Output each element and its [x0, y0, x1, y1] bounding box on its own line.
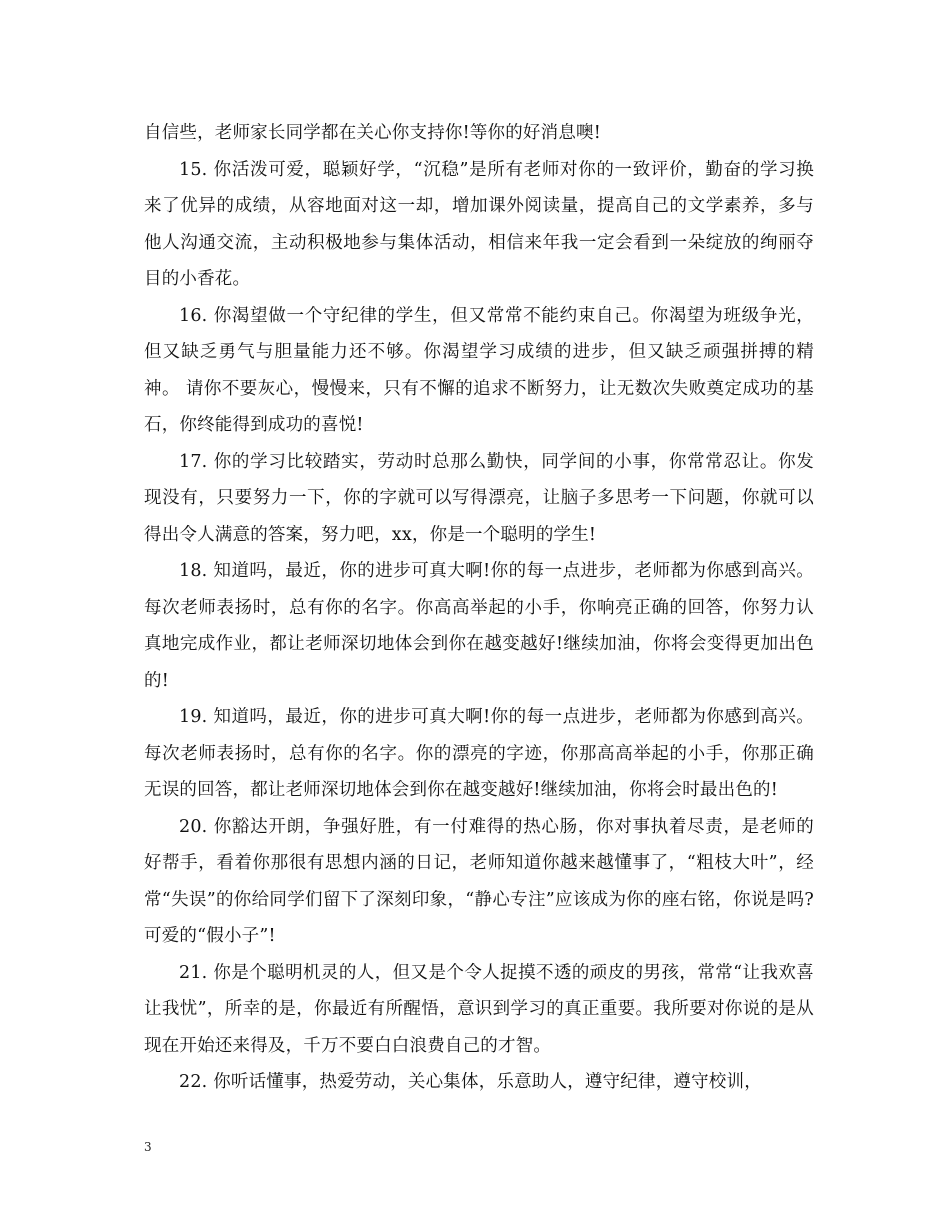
- paragraph-item-21: 21. 你是个聪明机灵的人，但又是个令人捉摸不透的顽皮的男孩，常常“让我欢喜让我忧”，所幸的是，你最近有所醒悟，意识到学习的真正重要。我所要对你说的是从现在开始还来得及，千万不要白白浪费自己的才智。: [144, 962, 814, 1056]
- document-body: [144, 115, 814, 1101]
- paragraph-item-20: 20. 你豁达开朗，争强好胜，有一付难得的热心肠，你对事执着尽责，是老师的好帮手，看着你那很有思想内涵的日记，老师知道你越来越懂事了，“粗枝大叶”，经常“失误”的你给同学们留下了深刻印象，“静心专注”应该成为你的座右铭，你说是吗?可爱的“假小子”!: [144, 816, 814, 946]
- paragraph-item-17: 17. 你的学习比较踏实，劳动时总那么勤快，同学间的小事，你常常忍让。你发现没有，只要努力一下，你的字就可以写得漂亮，让脑子多思考一下问题，你就可以得出令人满意的答案，努力吧，xx，你是一个聪明的学生!: [144, 451, 814, 545]
- paragraph-item-19: 19. 知道吗，最近，你的进步可真大啊!你的每一点进步，老师都为你感到高兴。每次老师表扬时，总有你的名字。你的漂亮的字迹，你那高高举起的小手，你那正确无误的回答，都让老师深切地体会到你在越变越好!继续加油，你将会时最出色的!: [144, 707, 814, 800]
- page-number: 3: [144, 1140, 152, 1154]
- paragraph-item-18: 18. 知道吗，最近，你的进步可真大啊!你的每一点进步，老师都为你感到高兴。每次老师表扬时，总有你的名字。你高高举起的小手，你响亮正确的回答，你努力认真地完成作业，都让老师深切地体会到你在越变越好!继续加油，你将会变得更加出色的!: [144, 561, 814, 691]
- paragraph-item-16: 16. 你渴望做一个守纪律的学生，但又常常不能约束自己。你渴望为班级争光，但又缺乏勇气与胆量能力还不够。你渴望学习成绩的进步，但又缺乏顽强拼搏的精神。 请你不要灰心，慢慢来，只有不懈的追求不断努力，让无数次失败奠定成功的基石，你终能得到成功的喜悦!: [144, 305, 814, 435]
- paragraph-item-15: 15. 你活泼可爱，聪颖好学，“沉稳”是所有老师对你的一致评价，勤奋的学习换来了优异的成绩，从容地面对这一却，增加课外阅读量，提高自己的文学素养，多与他人沟通交流，主动积极地参与集体活动，相信来年我一定会看到一朵绽放的绚丽夺目的小香花。: [144, 159, 814, 289]
- paragraph-continuation: 自信些，老师家长同学都在关心你支持你!等你的好消息噢!: [144, 123, 601, 143]
- paragraph-item-22: 22. 你听话懂事，热爱劳动，关心集体，乐意助人，遵守纪律，遵守校训，: [179, 1072, 762, 1092]
